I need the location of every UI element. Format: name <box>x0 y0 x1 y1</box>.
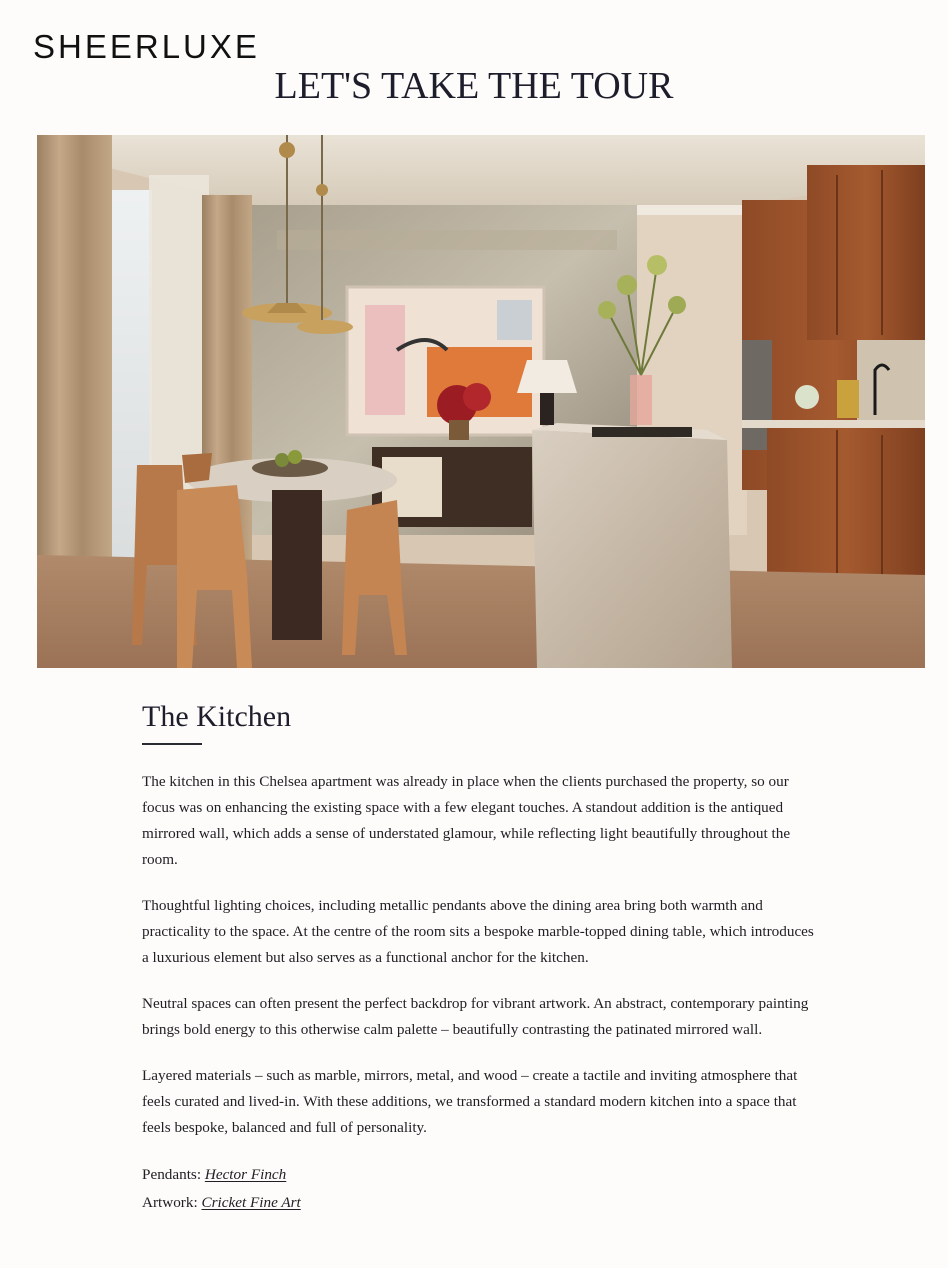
section-title: The Kitchen <box>142 700 292 733</box>
credits <box>142 1161 822 1217</box>
hector-finch-link[interactable]: Hector Finch <box>204 1166 287 1183</box>
article-paragraph: The kitchen in this Chelsea apartment was already in place when the clients purchased the property, so our focus was on enhancing the existing space with a few elegant touches. A standout addition is the antiqued mirrored wall, which adds a sense of understated glamour, while reflecting light beautifully throughout the room. <box>142 773 791 868</box>
article-paragraph: Layered materials – such as marble, mirrors, metal, and wood – create a tactile and inviting atmosphere that feels curated and lived-in. With these additions, we transformed a standard modern kitchen into a space that feels bespoke, balanced and full of personality. <box>142 1067 798 1136</box>
credit-artwork <box>142 1189 822 1217</box>
kitchen-photo <box>37 135 925 668</box>
title-underline <box>142 743 202 745</box>
credit-label: Artwork: <box>142 1194 202 1211</box>
credit-label: Pendants: <box>142 1166 205 1183</box>
kitchen-illustration <box>37 135 925 668</box>
credit-pendants <box>142 1161 822 1189</box>
article <box>142 700 822 1217</box>
site-logo[interactable]: SHEERLUXE <box>33 28 260 65</box>
cricket-fine-art-link[interactable]: Cricket Fine Art <box>201 1194 301 1211</box>
page-title: LET'S TAKE THE TOUR <box>274 65 674 107</box>
article-paragraph: Thoughtful lighting choices, including metallic pendants above the dining area bring both warmth and practicality to the space. At the centre of the room sits a bespoke marble-topped dining table, which introduces a luxurious element but also serves as a functional anchor for the kitchen. <box>142 897 814 966</box>
article-paragraph: Neutral spaces can often present the perfect backdrop for vibrant artwork. An abstract, contemporary painting brings bold energy to this otherwise calm palette – beautifully contrasting the patinated mirrored wall. <box>142 995 809 1038</box>
